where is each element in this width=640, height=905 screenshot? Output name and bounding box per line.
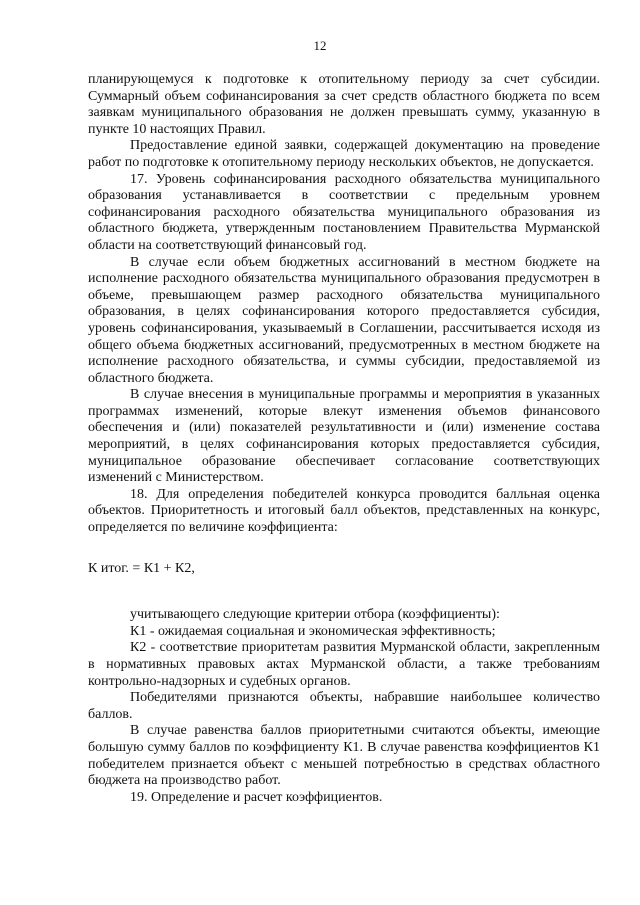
paragraph-criteria-intro: учитывающего следующие критерии отбора (коэффициенты): bbox=[130, 607, 500, 623]
paragraph-continuation: планирующемуся к подготовке к отопительному периоду за счет субсидии. Суммарный объем софинансирования за счет средств областного бюджета по всем заявкам муниципального образования не должен превышать сумму, указанную в пункте 10 настоящих Правил. bbox=[88, 72, 600, 137]
paragraph-program-changes: В случае внесения в муниципальные программы и мероприятия в указанных программах изменений, которые влекут изменения объемов финансового обеспечения и (или) показателей результативности и (или) изменение состава мероприятий, в целях софинансирования которых предоставляется субсидия, муниципальное образование обеспечивает согласование соответствующих изменений с Министерством. bbox=[88, 387, 600, 486]
paragraph-budget-allocations: В случае если объем бюджетных ассигнований в местном бюджете на исполнение расходного обязательства муниципального образования предусмотрен в объеме, превышающем размер расходного обязательства муниципального образования, в целях софинансирования которого предоставляется субсидия, уровень софинансирования, указываемый в Соглашении, рассчитывается исходя из общего объема бюджетных ассигнований, предусмотренных в местном бюджете на исполнение расходного обязательства, и суммы субсидии, предоставляемой из областного бюджета. bbox=[88, 254, 600, 386]
paragraph-item-19: 19. Определение и расчет коэффициентов. bbox=[130, 789, 383, 805]
paragraph-winners: Победителями признаются объекты, набравшие наибольшее количество баллов. bbox=[88, 690, 600, 722]
paragraph-item-17: 17. Уровень софинансирования расходного обязательства муниципального образования устанавливается в соответствии с предельным уровнем софинансирования расходного обязательства муниципального образования из областного бюджета, утвержденным постановлением Правительства Мурманской области на соответствующий финансовый год. bbox=[88, 171, 600, 253]
paragraph-k2: К2 - соответствие приоритетам развития Мурманской области, закрепленным в нормативных правовых актах Мурманской области, а также требованиям контрольно-надзорных и судебных органов. bbox=[88, 640, 600, 689]
document-body bbox=[88, 72, 600, 806]
paragraph-k1: К1 - ожидаемая социальная и экономическая эффективность; bbox=[130, 623, 496, 639]
paragraph-item-18: 18. Для определения победителей конкурса проводится балльная оценка объектов. Приоритетность и итоговый балл объектов, представленных на конкурс, определяется по величине коэффициента: bbox=[88, 486, 600, 536]
paragraph-tie-break: В случае равенства баллов приоритетными считаются объекты, имеющие большую сумму баллов по коэффициенту К1. В случае равенства коэффициентов К1 победителем признается объект с меньшей потребностью в средствах областного бюджета на производство работ. bbox=[88, 723, 600, 789]
paragraph-single-application: Предоставление единой заявки, содержащей документацию на проведение работ по подготовке к отопительному периоду нескольких объектов, не допускается. bbox=[88, 138, 600, 170]
page-number: 12 bbox=[313, 38, 327, 53]
formula: К итог. = К1 + К2, bbox=[88, 560, 195, 576]
